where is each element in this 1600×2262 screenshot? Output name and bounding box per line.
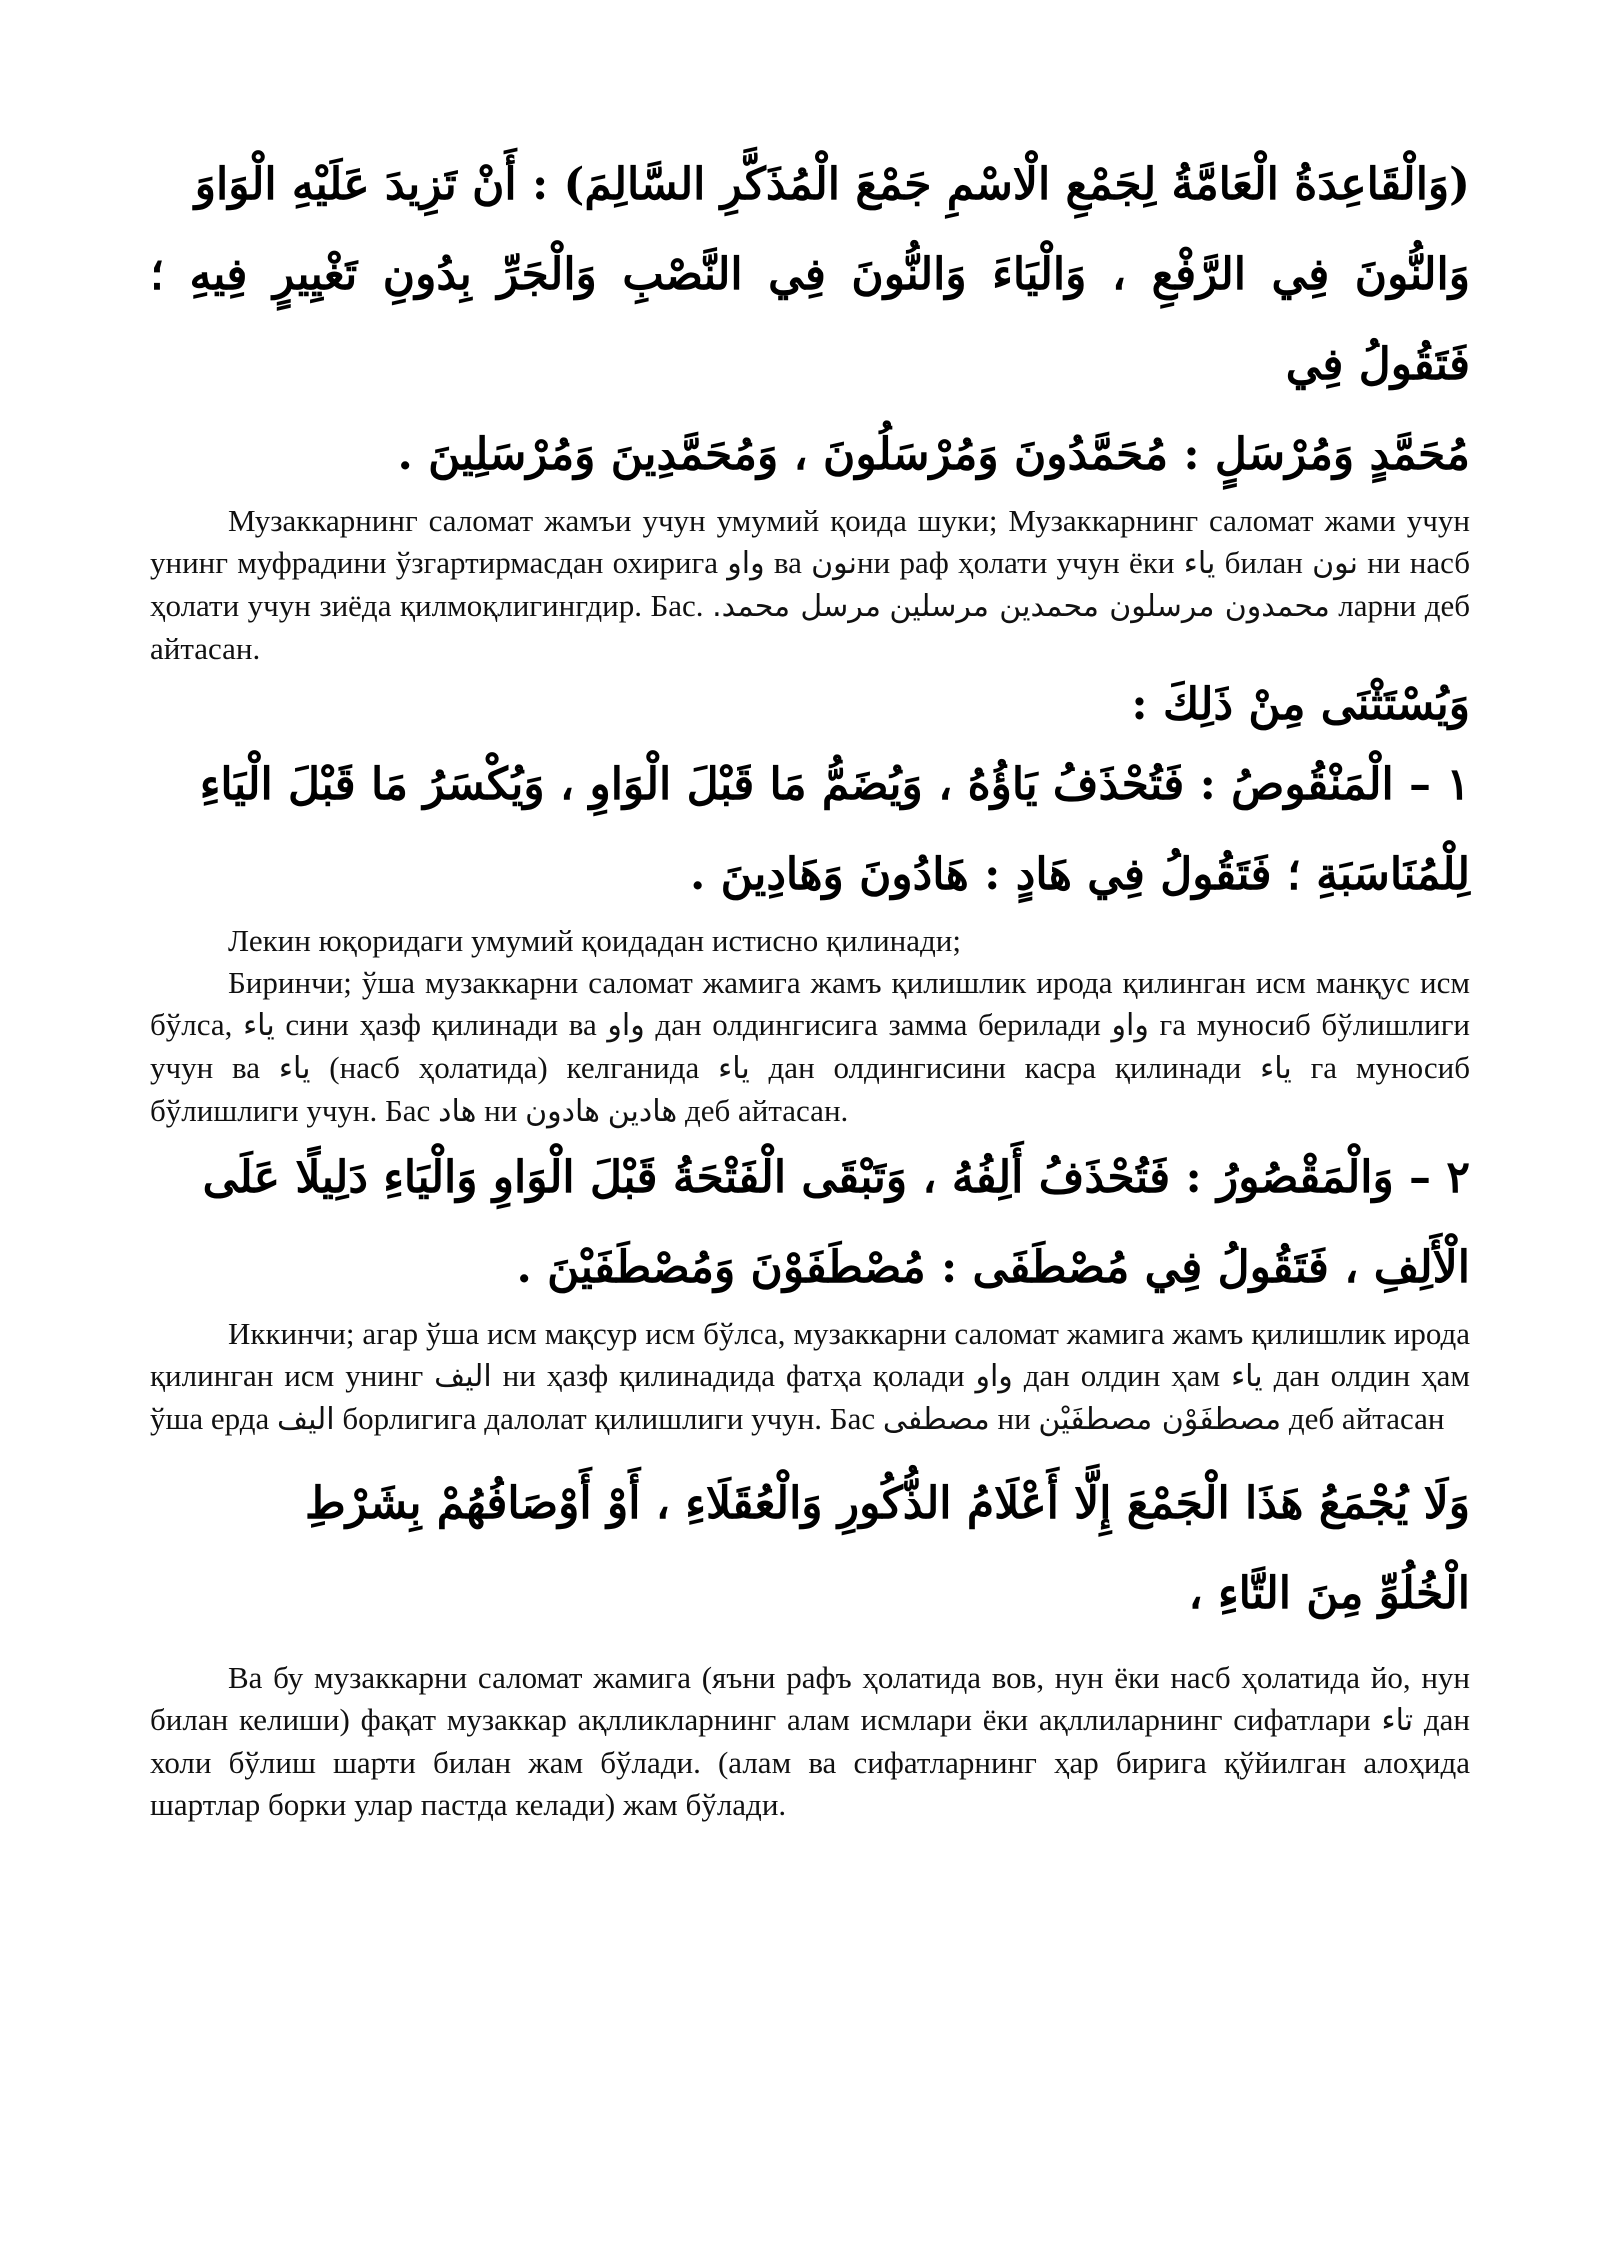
arabic-term: ياء	[1231, 1359, 1263, 1394]
arabic-term: ياء	[278, 1051, 311, 1086]
arabic-rule-manqus	[150, 740, 1470, 920]
spacer	[150, 1639, 1470, 1657]
arabic-line: لِلْمُنَاسَبَةِ ؛ فَتَقُولُ فِي هَادٍ : هَادُونَ وَهَادِينَ .	[689, 849, 1470, 900]
text-run: Биринчи; ўша музаккарни саломат жамига жамъ қилишлик ирода қилинган исм манқус исм бўлса,	[150, 965, 1470, 1042]
arabic-rule-main	[150, 140, 1470, 500]
uzbek-exception-intro: Лекин юқоридаги умумий қоидадан истисно қилинади;	[228, 923, 961, 958]
arabic-exception-heading: وَيُسْتَثْنَى مِنْ ذَلِكَ :	[1131, 679, 1470, 730]
text-run: ни насб ҳолати учун зиёда қилмоқлигингдир. Бас.	[150, 545, 1470, 623]
arabic-term: ياء	[1260, 1051, 1292, 1086]
arabic-term: هادين	[607, 1094, 678, 1129]
arabic-term: محمدون مرسلون محمدين مرسلين	[889, 589, 1330, 624]
arabic-term: ياء	[243, 1008, 275, 1043]
text-run: деб айтасан.	[677, 1093, 849, 1128]
arabic-term: تاء	[1381, 1703, 1414, 1738]
arabic-term: ياء	[718, 1051, 750, 1086]
uzbek-translation-manqus	[150, 962, 1470, 1133]
arabic-term: ياء	[1183, 546, 1216, 581]
arabic-term: الیف	[277, 1402, 335, 1437]
text-run: дан холи бўлиш шарти билан жам бўлади. (алам ва сифатларнинг ҳар бирига қўйилган алоҳида шартлар борки улар пастда келади) жам бўлади.	[150, 1702, 1471, 1822]
text-run: Ва бу музаккарни саломат жамига (яъни рафъ ҳолатида вов, нун ёки насб ҳолатида йо, нун билан келиши) фақат музаккар ақлликларнинг алам исмлари ёки ақллиларнинг сифатлари	[150, 1660, 1470, 1737]
text-run: га муносиб бўлишлиги учун ва	[150, 1007, 1470, 1085]
arabic-rule-maqsur	[150, 1133, 1470, 1313]
arabic-term: واو	[607, 1008, 645, 1043]
arabic-term: مصطفى	[882, 1402, 990, 1437]
arabic-line: مُحَمَّدٍ وَمُرْسَلٍ : مُحَمَّدُونَ وَمُرْسَلُونَ ، وَمُحَمَّدِينَ وَمُرْسَلِينَ .	[397, 429, 1470, 480]
text-run: ни	[989, 1401, 1039, 1436]
arabic-line: ٢ – وَالْمَقْصُورُ : فَتُحْذَفُ أَلِفُهُ ، وَتَبْقَى الْفَتْحَةُ قَبْلَ الْوَاوِ وَالْيَاءِ دَلِيلًا عَلَى	[202, 1152, 1470, 1203]
arabic-line: وَالنُّونَ فِي الرَّفْعِ ، وَالْيَاءَ وَالنُّونَ فِي النَّصْبِ وَالْجَرِّ بِدُونِ تَغْيِيرٍ فِيهِ ؛ فَتَقُولُ فِي	[150, 249, 1470, 390]
arabic-term: مرسل محمد.	[712, 589, 881, 624]
arabic-term: نون	[811, 546, 858, 581]
text-run: сини ҳазф қилинади ва	[274, 1007, 608, 1042]
arabic-term: هاد	[438, 1094, 477, 1129]
arabic-line: الْخُلُوِّ مِنَ التَّاءِ ،	[1188, 1568, 1470, 1619]
text-run: дан олдин ҳам ўша ерда	[150, 1358, 1470, 1436]
arabic-term: نون	[1312, 546, 1358, 581]
arabic-line: وَلَا يُجْمَعُ هَذَا الْجَمْعَ إِلَّا أَعْلَامُ الذُّكُورِ وَالْعُقَلَاءِ ، أَوْ أَوْصَافُهُمْ بِشَرْطِ	[305, 1478, 1470, 1529]
text-run: Музаккарнинг саломат жамъи учун умумий қоида шуки; Музаккарнинг саломат жами учун унинг муфрадини ўзгартирмасдан охирига	[150, 503, 1470, 580]
uzbek-translation-main	[150, 500, 1470, 670]
text-run: борлигига далолат қилишлиги учун. Бас	[334, 1401, 883, 1436]
arabic-rule-condition	[150, 1459, 1470, 1639]
arabic-term: واو	[727, 546, 765, 581]
text-run: ларни деб айтасан.	[150, 588, 1471, 666]
text-run: билан	[1215, 545, 1313, 580]
document-page	[150, 140, 1470, 1826]
arabic-line: (وَالْقَاعِدَةُ الْعَامَّةُ لِجَمْعِ الْاسْمِ جَمْعَ الْمُذَكَّرِ السَّالِمَ) : أَنْ تَزِيدَ عَلَيْهِ الْوَاوَ	[194, 159, 1470, 210]
text-run: Иккинчи; агар ўша исм мақсур исм бўлса, музаккарни саломат жамига жамъ қилишлик ирода қилинган исм унинг	[150, 1316, 1470, 1393]
arabic-term: الیف	[434, 1359, 492, 1394]
text-run: деб айтасан	[1281, 1401, 1445, 1436]
arabic-term: مصطفَوْن مصطفَيْن	[1038, 1402, 1282, 1437]
text-run: га муносиб бўлишлиги учун. Бас	[150, 1050, 1470, 1128]
text-run: (насб ҳолатида) келганида	[310, 1050, 719, 1085]
arabic-term: واو	[975, 1359, 1013, 1394]
arabic-line: ١ – الْمَنْقُوصُ : فَتُحْذَفُ يَاؤُهُ ، وَيُضَمُّ مَا قَبْلَ الْوَاوِ ، وَيُكْسَرُ مَا قَبْلَ الْيَاءِ	[199, 759, 1470, 810]
text-run: дан олдин ҳам	[1012, 1358, 1232, 1393]
text-run: ни	[476, 1093, 526, 1128]
text-run: ни раф ҳолати учун ёки	[857, 545, 1184, 580]
text-run: ни ҳазф қилинадида фатҳа қолади	[491, 1358, 976, 1393]
arabic-term: واو	[1111, 1008, 1149, 1043]
arabic-term: هادون	[525, 1094, 600, 1129]
arabic-line: الْأَلِفِ ، فَتَقُولُ فِي مُصْطَفَى : مُصْطَفَوْنَ وَمُصْطَفَيْنَ .	[516, 1242, 1470, 1293]
text-run: дан олдингисига замма берилади	[644, 1007, 1112, 1042]
uzbek-translation-maqsur	[150, 1313, 1470, 1441]
uzbek-translation-condition	[150, 1657, 1470, 1826]
spacer	[150, 1441, 1470, 1459]
text-run: ва	[764, 545, 812, 580]
text-run	[600, 1093, 608, 1128]
text-run: дан олдингисини касра қилинади	[749, 1050, 1261, 1085]
